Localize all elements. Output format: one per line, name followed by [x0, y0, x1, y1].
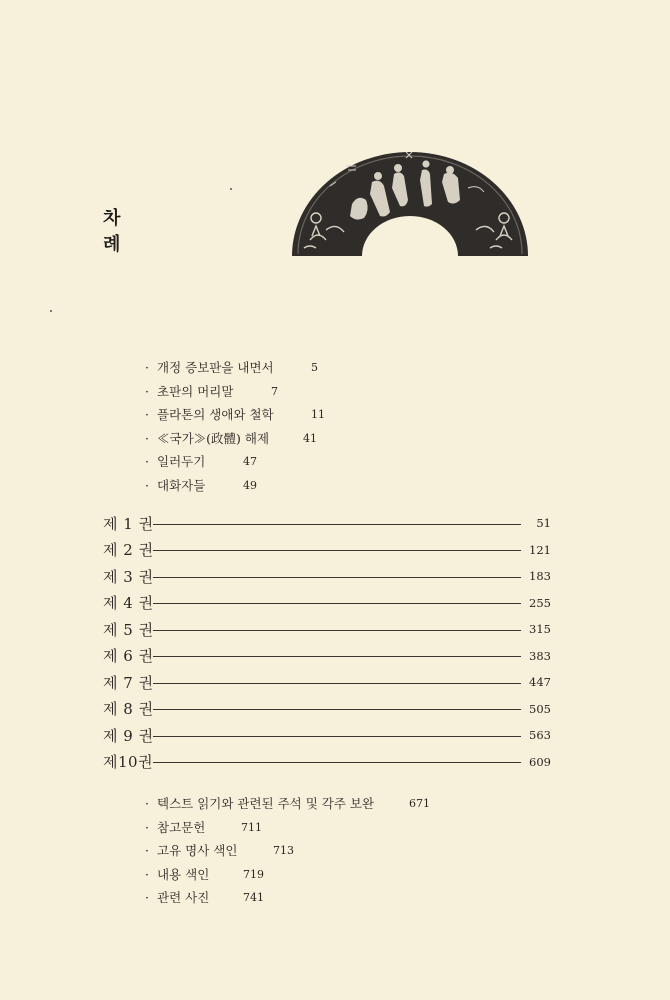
book-entry[interactable]: [103, 616, 551, 643]
dot-leader: [153, 524, 521, 525]
toc-entry-page: 671: [409, 797, 430, 810]
title-char-2: 례: [103, 234, 121, 255]
toc-entry-label: 대화자들: [157, 477, 206, 493]
toc-entry-page: 7: [271, 384, 278, 398]
book-entry[interactable]: [103, 643, 551, 670]
book-label: 제10권: [103, 753, 154, 772]
book-page: 505: [529, 701, 551, 716]
book-page: 563: [529, 728, 551, 743]
toc-entry[interactable]: [145, 450, 274, 474]
toc-entry-label: ≪국가≫(政體) 해제: [157, 430, 270, 446]
bullet: ·: [145, 477, 149, 493]
dot-leader: [153, 630, 521, 631]
toc-entry-page: 5: [311, 361, 318, 374]
page-title: [103, 206, 133, 258]
book-label: 제 1 권: [103, 514, 154, 533]
greek-vase-illustration: [290, 144, 530, 260]
toc-entry-label: 참고문헌: [157, 819, 206, 835]
toc-entry[interactable]: [145, 816, 374, 840]
dot-leader: [153, 656, 521, 657]
bullet: ·: [145, 843, 149, 859]
toc-entry[interactable]: [145, 356, 318, 380]
book-entry[interactable]: [103, 696, 551, 723]
dot-leader: [153, 550, 521, 551]
book-label: 제 7 권: [103, 673, 154, 692]
book-label: 제 5 권: [103, 620, 154, 639]
book-list: [103, 510, 551, 775]
back-matter-list: [145, 792, 430, 910]
toc-entry-page: 11: [311, 408, 325, 422]
toc-entry[interactable]: [145, 427, 317, 451]
book-entry[interactable]: [103, 722, 551, 749]
book-entry[interactable]: [103, 590, 551, 617]
toc-entry-label: 일러두기: [157, 454, 206, 470]
toc-entry[interactable]: [145, 474, 274, 498]
dot-leader: [153, 603, 521, 604]
toc-entry-label: 플라톤의 생애와 철학: [157, 407, 274, 423]
toc-entry-label: 초판의 머리말: [157, 383, 234, 399]
toc-entry-label: 고유 명사 색인: [157, 843, 238, 859]
dot-leader: [153, 683, 521, 684]
bullet: ·: [145, 360, 149, 375]
title-char-1: 차: [103, 208, 121, 229]
book-page: 315: [529, 622, 551, 637]
book-page: 255: [529, 595, 551, 610]
book-page: 447: [529, 675, 551, 690]
bullet: ·: [145, 454, 149, 470]
toc-entry[interactable]: [145, 886, 374, 910]
toc-entry-label: 관련 사진: [157, 890, 210, 906]
book-entry[interactable]: [103, 749, 551, 776]
bullet: ·: [145, 890, 149, 906]
book-page: 383: [529, 648, 551, 663]
book-entry[interactable]: [103, 537, 551, 564]
book-label: 제 4 권: [103, 594, 154, 613]
paper-speck: [50, 310, 52, 312]
toc-entry[interactable]: [145, 863, 374, 887]
toc-entry-page: 741: [243, 891, 264, 905]
toc-entry-label: 개정 증보판을 내면서: [157, 360, 274, 375]
book-page: 609: [529, 754, 551, 769]
book-entry[interactable]: [103, 563, 551, 590]
toc-entry-page: 49: [243, 478, 257, 492]
bullet: ·: [145, 796, 149, 811]
toc-entry-page: 711: [241, 820, 262, 834]
book-page: 51: [536, 516, 551, 531]
book-label: 제 3 권: [103, 567, 154, 586]
book-label: 제 6 권: [103, 647, 154, 666]
dot-leader: [153, 577, 521, 578]
toc-entry[interactable]: [145, 792, 430, 816]
book-label: 제 2 권: [103, 541, 154, 560]
toc-entry[interactable]: [145, 839, 374, 863]
book-page: 183: [529, 569, 551, 584]
bullet: ·: [145, 430, 149, 446]
toc-entry-page: 719: [243, 867, 264, 881]
bullet: ·: [145, 866, 149, 882]
book-page: 121: [529, 542, 551, 557]
dot-leader: [153, 709, 521, 710]
bullet: ·: [145, 383, 149, 399]
dot-leader: [153, 736, 521, 737]
toc-entry[interactable]: [145, 403, 325, 427]
toc-entry-label: 내용 색인: [157, 866, 210, 882]
dot-leader: [153, 762, 521, 763]
front-matter-list: [145, 356, 325, 498]
book-label: 제 9 권: [103, 726, 154, 745]
toc-entry-label: 텍스트 읽기와 관련된 주석 및 각주 보완: [157, 796, 375, 811]
toc-entry-page: 713: [273, 844, 294, 858]
book-label: 제 8 권: [103, 700, 154, 719]
toc-entry-page: 47: [243, 455, 257, 469]
paper-speck: [230, 188, 232, 190]
bullet: ·: [145, 407, 149, 423]
toc-entry-page: 41: [303, 431, 317, 445]
book-entry[interactable]: [103, 669, 551, 696]
book-entry[interactable]: [103, 510, 551, 537]
toc-entry[interactable]: [145, 380, 278, 404]
bullet: ·: [145, 819, 149, 835]
